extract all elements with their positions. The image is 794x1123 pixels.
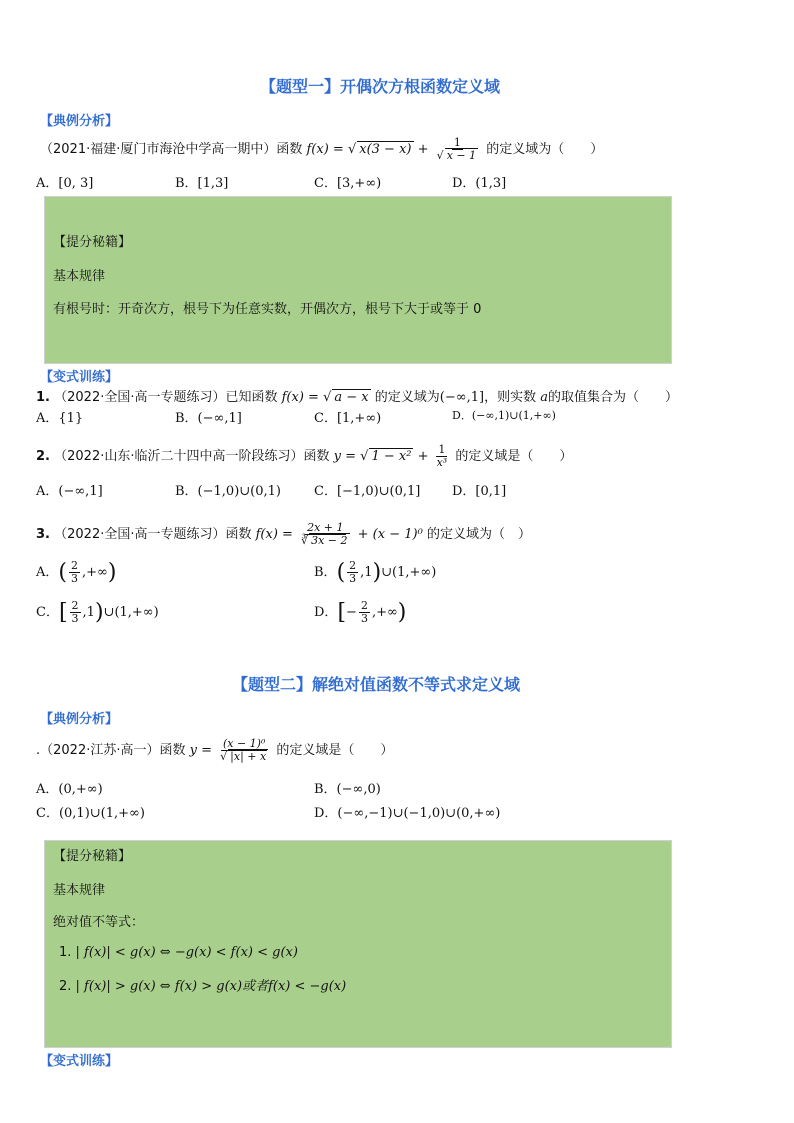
question-number: 3. bbox=[36, 527, 50, 543]
q2-option-d: D．[0,1] bbox=[452, 484, 507, 499]
option-label: C． bbox=[36, 605, 59, 621]
fraction-numerator: 1 bbox=[438, 443, 446, 456]
ex2-option-a: A．(0,+∞) bbox=[36, 782, 103, 797]
fraction-numerator: 2 bbox=[70, 559, 78, 572]
function-lhs: f(x) = bbox=[255, 527, 298, 543]
tip-line-2: 有根号时：开奇次方，根号下为任意实数，开偶次方，根号下大于或等于 0 bbox=[53, 302, 482, 317]
q3-option-b: B．( $\frac{2}{3}$ ,1)∪(1,+∞) bbox=[314, 559, 437, 586]
fraction: $\frac{\text{(x − 1)⁰}}{√ |x| + x}$ bbox=[220, 737, 267, 764]
domain-value: (−∞,1] bbox=[439, 390, 485, 405]
ex2-option-b: B．(−∞,0) bbox=[314, 782, 381, 797]
question-2: 2. （2022·山东·临沂二十四中高一阶段练习）函数 y = √ 1 − x² + $\frac{1}{\text{x³}}$ 的定义域是（ ） bbox=[36, 443, 573, 470]
fraction-numerator: 2 bbox=[349, 559, 357, 572]
question-suffix: ，则实数 bbox=[484, 390, 537, 405]
fraction-numerator: 1 bbox=[453, 136, 461, 149]
tip-box-2 bbox=[44, 840, 672, 1048]
q2-option-b: B．(−1,0)∪(0,1) bbox=[175, 484, 281, 499]
option-label: D． bbox=[314, 605, 338, 621]
q1-option-b: B．(−∞,1] bbox=[175, 411, 242, 426]
example-question: （2021·福建·厦门市海沧中学高一期中）函数 f(x) = √ x(3 − x) + $\frac{1}{√ x - 1}$ 的定义域为（ ） bbox=[40, 136, 604, 163]
question-mid: 的定义域为 bbox=[374, 390, 440, 405]
radicand: a − x bbox=[334, 390, 369, 405]
ex2-option-d: D．(−∞,−1)∪(−1,0)∪(0,+∞) bbox=[314, 806, 501, 821]
fraction-denominator: 3x − 2 bbox=[311, 534, 348, 548]
option-tail: ,+∞ bbox=[81, 565, 108, 581]
tip-line-1: 基本规律 bbox=[53, 269, 106, 284]
item-text: | f(x)| > g(x) ⇔ f(x) > g(x)或者f(x) < −g(x) bbox=[75, 979, 347, 994]
option-label: B． bbox=[314, 565, 337, 581]
question-end: 的取值集合为（ ） bbox=[547, 390, 678, 405]
q2-option-c: C．[−1,0)∪(0,1] bbox=[314, 484, 421, 499]
item-number: 1. bbox=[59, 945, 72, 960]
option-union: ∪(1,+∞) bbox=[381, 565, 437, 581]
power-term: + (x − 1)⁰ bbox=[357, 527, 423, 543]
question-number: 1. bbox=[36, 390, 50, 405]
question-1: 1. （2022·全国·高一专题练习）已知函数 f(x) = √ a − x 的定义域为(−∞,1]，则实数 a的取值集合为（ ） bbox=[36, 390, 678, 405]
question-source: （2021·福建·厦门市海沧中学高一期中）函数 bbox=[40, 142, 303, 158]
option-label: A． bbox=[36, 565, 59, 581]
option-union: ∪(1,+∞) bbox=[103, 605, 159, 621]
fraction bbox=[435, 444, 450, 469]
q3-option-a: A．( $\frac{2}{3}$ ,+∞) bbox=[36, 559, 117, 586]
tip-item-1 bbox=[59, 945, 298, 960]
fraction: $\frac{1}{√ x - 1}$ bbox=[436, 136, 477, 163]
fraction-numerator: (x − 1)⁰ bbox=[222, 737, 266, 750]
q1-option-c: C．[1,+∞) bbox=[314, 411, 382, 426]
example-tag: 【典例分析】 bbox=[40, 114, 119, 129]
function-lhs: y = bbox=[189, 743, 217, 759]
fraction-denominator: |x| + x bbox=[230, 750, 267, 764]
function-lhs: f(x) = bbox=[281, 390, 324, 405]
question-source: （2022·山东·临沂二十四中高一阶段练习）函数 bbox=[54, 449, 330, 465]
tip-line-1: 基本规律 bbox=[53, 883, 106, 898]
question-source: （2022·全国·高一专题练习）函数 bbox=[54, 527, 252, 543]
example-question-2 bbox=[36, 738, 393, 763]
question-3 bbox=[36, 522, 531, 547]
question-suffix: 的定义域是（ ） bbox=[276, 743, 394, 759]
fraction: $\frac{2x + 1}{∛ 3x - 2}$ bbox=[301, 521, 348, 548]
section1-title: 【题型一】开偶次方根函数定义域 bbox=[260, 77, 501, 96]
radicand: 1 − x² bbox=[371, 449, 412, 465]
practice-tag: 【变式训练】 bbox=[40, 370, 119, 385]
question-source: （2022·全国·高一专题练习）已知函数 bbox=[54, 390, 278, 405]
tip-title: 【提分秘籍】 bbox=[53, 235, 132, 250]
item-number: 2. bbox=[59, 979, 72, 994]
question-number: 2. bbox=[36, 449, 50, 465]
function-lhs: f(x) = bbox=[306, 142, 348, 158]
function-lhs: y = bbox=[333, 449, 361, 465]
fraction-numerator: 2 bbox=[71, 599, 79, 612]
tip-item-2 bbox=[59, 975, 346, 994]
tip-line-2: 绝对值不等式： bbox=[53, 915, 145, 930]
fraction-denominator: 3 bbox=[70, 572, 78, 586]
minus-sign: − bbox=[346, 605, 357, 621]
option-c: C．[3,+∞) bbox=[314, 176, 382, 191]
option-a: A．[0, 3] bbox=[36, 176, 94, 191]
q2-option-a: A．(−∞,1] bbox=[36, 484, 103, 499]
q3-option-d: D．[− $\frac{2}{3}$ ,+∞) bbox=[314, 599, 407, 626]
variable-a: a bbox=[540, 390, 548, 405]
ex2-option-c: C．(0,1)∪(1,+∞) bbox=[36, 806, 145, 821]
option-tail: ,1 bbox=[82, 605, 95, 621]
fraction-denominator: 3 bbox=[71, 612, 79, 626]
question-suffix: 的定义域为（ ） bbox=[486, 142, 604, 158]
fraction-denominator: 3 bbox=[360, 612, 368, 626]
item-text: | f(x)| < g(x) ⇔ −g(x) < f(x) < g(x) bbox=[75, 945, 298, 960]
fraction-denominator: x³ bbox=[436, 456, 448, 470]
section2-title: 【题型二】解绝对值函数不等式求定义域 bbox=[232, 675, 521, 694]
fraction-denominator: x − 1 bbox=[446, 149, 477, 163]
option-tail: ,1 bbox=[360, 565, 373, 581]
fraction-numerator: 2x + 1 bbox=[307, 521, 344, 534]
tip-title: 【提分秘籍】 bbox=[53, 849, 132, 864]
practice-tag-2: 【变式训练】 bbox=[40, 1054, 119, 1069]
q1-option-d: D．(−∞,1)∪(1,+∞) bbox=[452, 409, 556, 422]
radicand: x(3 − x) bbox=[359, 142, 412, 158]
q3-option-c: C．[ $\frac{2}{3}$ ,1)∪(1,+∞) bbox=[36, 599, 159, 626]
q1-option-a: A．{1} bbox=[36, 411, 84, 426]
fraction-denominator: 3 bbox=[349, 572, 357, 586]
question-suffix: 的定义域是（ ） bbox=[455, 449, 573, 465]
option-d: D．(1,3] bbox=[452, 176, 507, 191]
tip-box-1 bbox=[44, 196, 672, 364]
question-suffix: 的定义域为（ ） bbox=[426, 527, 531, 543]
plus-sign: + bbox=[417, 142, 433, 158]
fraction-numerator: 2 bbox=[360, 599, 368, 612]
plus-sign: + bbox=[417, 449, 433, 465]
example-tag-2: 【典例分析】 bbox=[40, 712, 119, 727]
option-b: B．[1,3] bbox=[175, 176, 229, 191]
question-source: .（2022·江苏·高一）函数 bbox=[36, 743, 186, 759]
option-tail: ,+∞ bbox=[371, 605, 398, 621]
